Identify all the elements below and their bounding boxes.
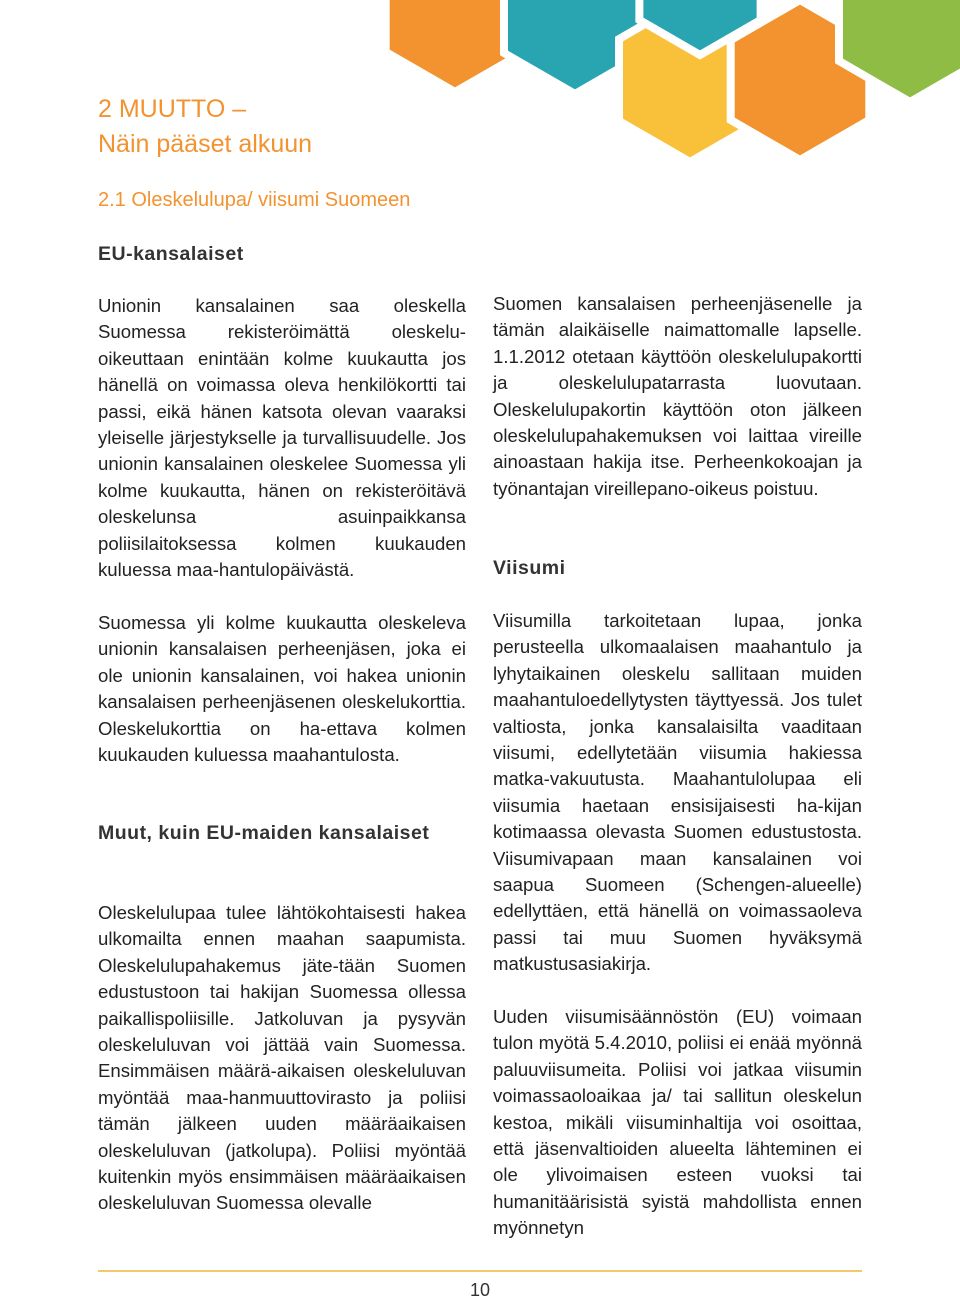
chapter-title-line2: Näin pääset alkuun [98,130,313,158]
paragraph-residence-permit: Oleskelulupaa tulee lähtökohtaisesti hakea ulkomailta ennen maahan saapumista. Oleskelulupahakemus jäte-tään Suomen edustustoon tai hakijan Suomessa ollessa paikallispoliisille. Jatkoluvan ja pysyvän oleskeluluvan voi jättää vain Suomessa. Ensimmäisen määrä-aikaisen oleskeluluvan myöntää maa-hanmuuttovirasto ja poliisi tämän jälkeen uuden määräaikaisen oleskeluluvan (jatkolupa). Poliisi myöntää kuitenkin myös ensimmäisen määräaikaisen oleskeluluvan Suomessa olevalle [98,902,466,1214]
paragraph-visa: Viisumilla tarkoitetaan lupaa, jonka perusteella ulkomaalaisen maahantulo ja lyhytaikainen oleskelu sallitaan muiden maahantuloedellytysten täyttyessä. Jos tulet valtiosta, jonka kansalaisilta vaaditaan viisumi, edellytetään viisumia hakiessa matka-vakuutusta. Maahantulolupaa eli viisumia haetaan ensisijaisesti ha-kijan kotimaassa olevasta Suomen edustustosta. Viisumivapaan maan kansalainen voi saapua Suomeen (Schengen-alueelle) edellyttäen, että hänellä on voimassaoleva passi tai muu Suomen hyväksymä matkustusasiakirja. [493,610,862,975]
heading-eu-citizens: EU-kansalaiset [98,243,244,265]
paragraph-family-member: Suomessa yli kolme kuukautta oleskeleva unionin kansalaisen perheenjäsen, joka ei ole unionin kansalainen, voi hakea unionin kansalaisen perheenjäsenen oleskelukorttia. Oleskelukorttia on ha-ettava kolmen kuukauden kuluessa maahantulosta. [98,612,466,766]
chapter-title-line1: 2 MUUTTO – [98,95,247,123]
paragraph-eu-stay: Unionin kansalainen saa oleskella Suomessa rekisteröimättä oleskelu-oikeuttaan enintään kolme kuukautta jos hänellä on voimassa oleva henkilökortti tai passi, eikä hänen katsota olevan vaaraksi yleiselle järjestykselle ja turvallisuudelle. Jos unionin kansalainen oleskelee Suomessa yli kolme kuukautta, hänen on rekisteröitävä oleskelunsa asuinpaikkansa poliisilaitoksessa kolmen kuukauden kuluessa maa-hantulopäivästä. [98,295,466,581]
heading-visa: Viisumi [493,557,566,579]
heading-non-eu-citizens: Muut, kuin EU-maiden kansalaiset [98,822,430,844]
paragraph-visa-code: Uuden viisumisäännöstön (EU) voimaan tulon myötä 5.4.2010, poliisi ei enää myönnä paluuviisumeita. Poliisi voi jatkaa viisumin voimassaoloaikaa ja/ tai sallitun oleskelun kestoa, mikäli viisuminhaltija voi osoittaa, että jäsenvaltioiden alueelta lähteminen ei ole ylivoimaisen esteen vuoksi tai humanitäärisistä syistä mahdollista ennen myönnetyn [493,1006,862,1239]
chapter-title [98,92,312,162]
footer-rule [98,1270,862,1272]
page-number: 10 [469,1280,491,1300]
paragraph-permit-card: Suomen kansalaisen perheenjäsenelle ja tämän alaikäiselle naimattomalle lapselle. 1.1.2012 otetaan käyttöön oleskelulupakortti ja oleskelulupatarrasta luovutaan. Oleskelulupakortin käyttöön oton jälkeen oleskelulupahakemuksen voi laittaa vireille ainoastaan hakija itse. Perheenkokoajan ja työnantajan vireillepano-oikeus poistuu. [493,293,862,499]
section-title: 2.1 Oleskelulupa/ viisumi Suomeen [98,189,411,211]
